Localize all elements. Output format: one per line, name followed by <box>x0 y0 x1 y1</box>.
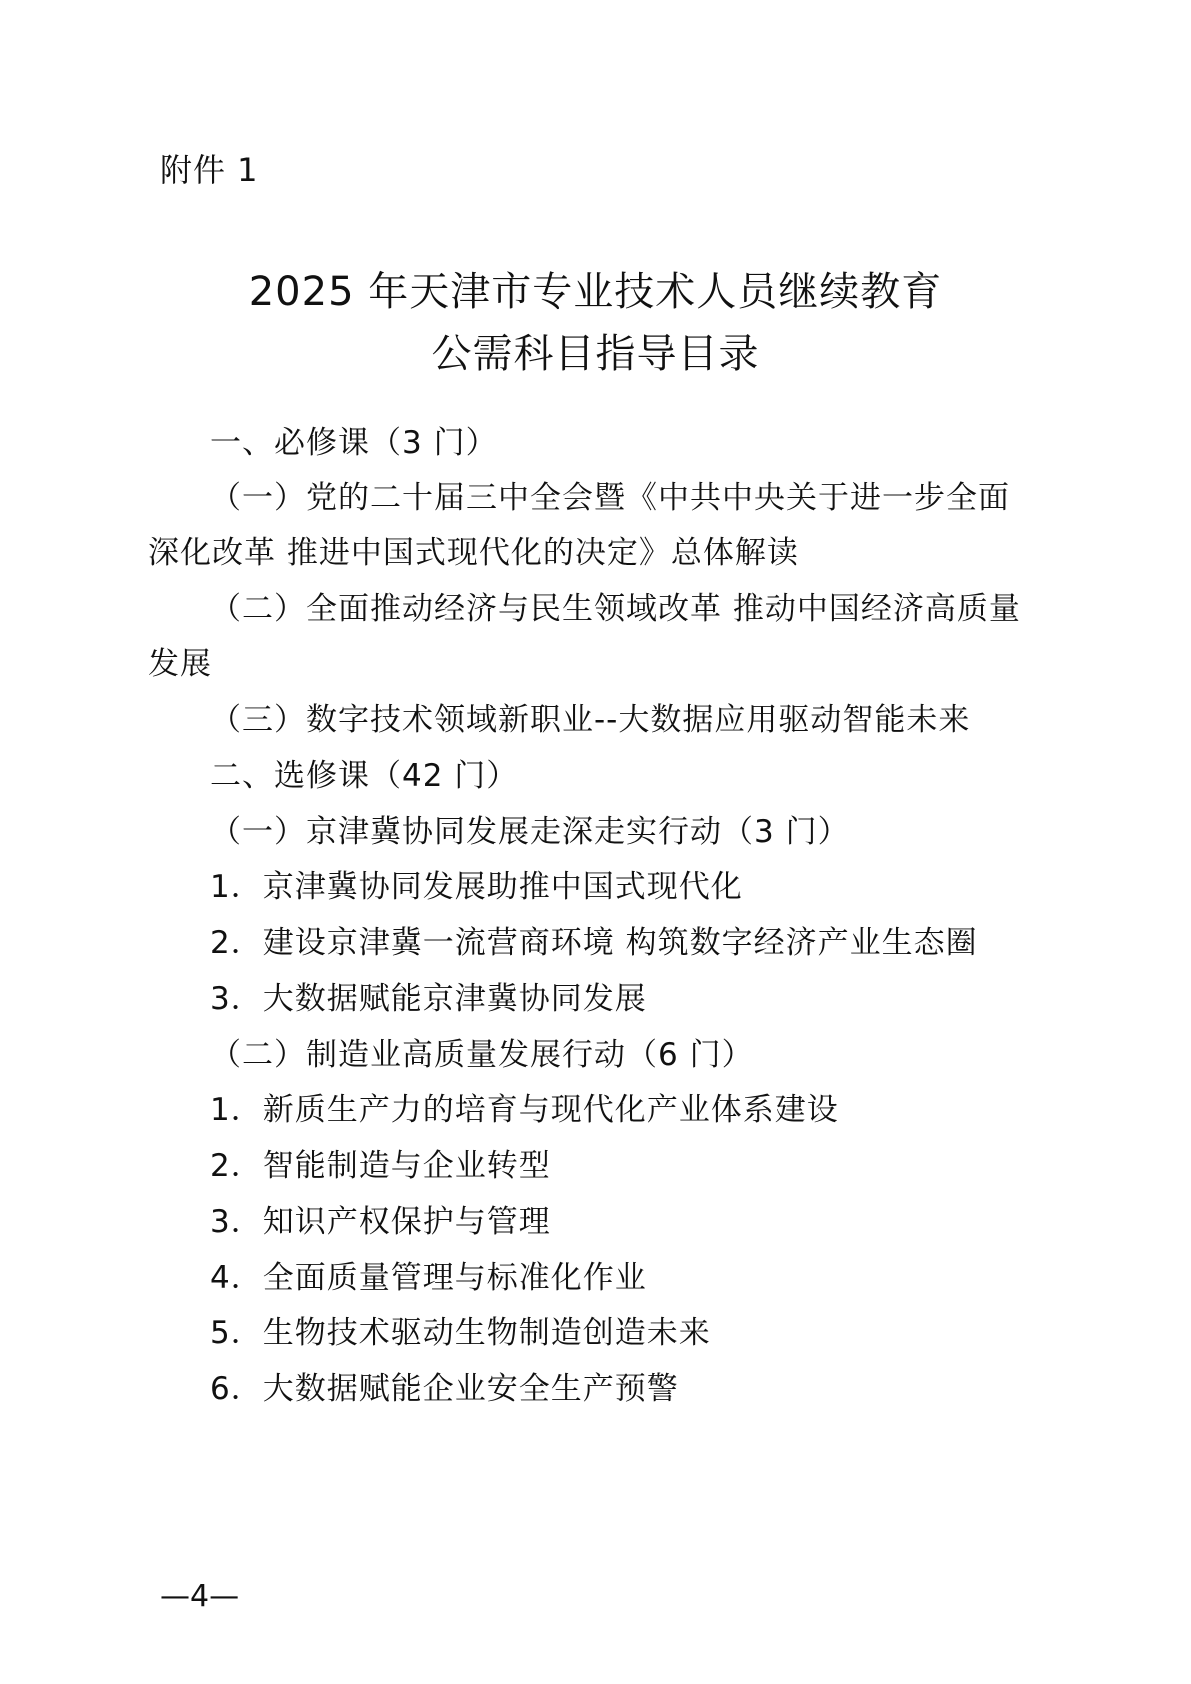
required-item-1-line-1: （一）党的二十届三中全会暨《中共中央关于进一步全面 <box>210 480 1010 516</box>
page-number: —4— <box>160 1579 240 1614</box>
elective-group-1-item: 1．京津冀协同发展助推中国式现代化 <box>210 869 743 905</box>
elective-group-1-heading: （一）京津冀协同发展走深走实行动（3 门） <box>210 814 850 850</box>
attachment-label: 附件 1 <box>160 151 259 189</box>
page-title-line-2: 公需科目指导目录 <box>431 331 760 377</box>
elective-group-2-item: 5．生物技术驱动生物制造创造未来 <box>210 1315 711 1351</box>
elective-group-2-item: 1．新质生产力的培育与现代化产业体系建设 <box>210 1092 839 1128</box>
elective-courses-heading: 二、选修课（42 门） <box>210 758 519 794</box>
required-item-2-line-1: （二）全面推动经济与民生领域改革 推动中国经济高质量 <box>210 591 1021 627</box>
page-title-line-1: 2025 年天津市专业技术人员继续教育 <box>248 269 943 315</box>
elective-group-1-item: 2．建设京津冀一流营商环境 构筑数字经济产业生态圈 <box>210 925 978 961</box>
required-item-1-line-2: 深化改革 推进中国式现代化的决定》总体解读 <box>148 535 799 571</box>
elective-group-2-heading: （二）制造业高质量发展行动（6 门） <box>210 1037 754 1073</box>
elective-group-2-item: 6．大数据赋能企业安全生产预警 <box>210 1371 679 1407</box>
required-item-3: （三）数字技术领域新职业--大数据应用驱动智能未来 <box>210 702 971 738</box>
elective-group-2-item: 4．全面质量管理与标准化作业 <box>210 1260 647 1296</box>
required-item-2-line-2: 发展 <box>148 646 212 682</box>
elective-group-1-item: 3．大数据赋能京津冀协同发展 <box>210 981 647 1017</box>
elective-group-2-item: 3．知识产权保护与管理 <box>210 1204 551 1240</box>
required-courses-heading: 一、必修课（3 门） <box>210 425 498 461</box>
elective-group-2-item: 2．智能制造与企业转型 <box>210 1148 551 1184</box>
